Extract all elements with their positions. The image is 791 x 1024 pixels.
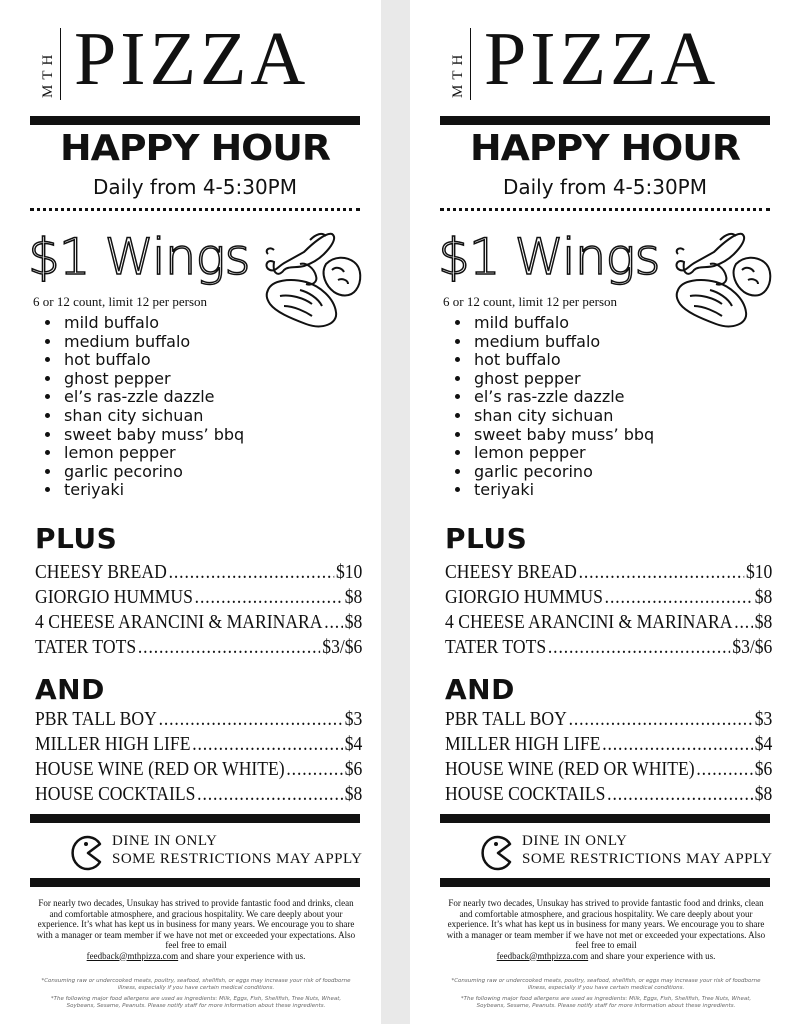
divider-bar: [440, 814, 770, 823]
list-item: • hot buffalo: [62, 351, 244, 370]
item-price: $8: [344, 611, 363, 633]
dine-in-notice: [480, 832, 780, 878]
list-item: • garlic pecorino: [472, 463, 654, 482]
menu-row: [35, 757, 362, 782]
logo-wordmark: PIZZA: [484, 17, 720, 101]
item-name: TATER TOTS: [445, 636, 547, 658]
menu-row: [445, 707, 772, 732]
chicken-wings-icon: [670, 224, 774, 336]
dotted-divider: [440, 208, 770, 211]
menu-row: [445, 560, 772, 585]
list-item: • mild buffalo: [472, 314, 654, 333]
item-name: GIORGIO HUMMUS: [445, 586, 603, 608]
page-title: HAPPY HOUR: [470, 128, 740, 169]
list-item: • ghost pepper: [62, 370, 244, 389]
item-name: HOUSE COCKTAILS: [35, 783, 196, 805]
allergen-notice: *The following major food allergens are used as ingredients: Milk, Eggs, Fish, Shellfish, Tree Nuts, Wheat, Soybeans, Sesame, Peanuts. Please notify staff for more information about these ingredients.: [50, 996, 342, 1009]
wings-count-note: 6 or 12 count, limit 12 per person: [443, 294, 618, 309]
dine-in-notice: [70, 832, 370, 878]
list-item: • teriyaki: [472, 481, 654, 500]
and-menu: [35, 707, 362, 807]
item-price: $3/$6: [732, 636, 773, 658]
menu-row: [35, 732, 362, 757]
about-text: For nearly two decades, Unsukay has strived to provide fantastic food and drinks, clean and comfortable atmosphere, and gracious hospitality. We care deeply about your experience. It’s what has kept us in business for many years. We encourage you to share with a manager or team member if we have not met or exceeded your expectations. Also feel free to email feedback@mthpizza.com and share your experience with us.: [446, 898, 766, 961]
item-price: $10: [745, 561, 773, 583]
and-menu: [445, 707, 772, 807]
item-price: $3: [344, 708, 363, 730]
list-item: • el’s ras-zzle dazzle: [62, 388, 244, 407]
wings-title: $1 Wings: [438, 228, 660, 286]
hours-subtitle: Daily from 4-5:30PM: [92, 175, 298, 199]
item-name: HOUSE WINE (RED OR WHITE): [35, 758, 285, 780]
consumption-warning: *Consuming raw or undercooked meats, poultry, seafood, shellfish, or eggs may increase your risk of foodborne illness, especially if you have certain medical conditions.: [41, 978, 351, 991]
flavor-list: [454, 314, 654, 500]
item-price: $4: [754, 733, 773, 755]
menu-row: [445, 782, 772, 807]
item-price: $8: [754, 586, 773, 608]
item-price: $6: [754, 758, 773, 780]
logo-divider: [60, 28, 61, 100]
list-item: • shan city sichuan: [62, 407, 244, 426]
item-price: $8: [754, 611, 773, 633]
flavor-list: [44, 314, 244, 500]
item-price: $8: [344, 783, 363, 805]
pacman-icon: [480, 834, 516, 872]
item-price: $8: [754, 783, 773, 805]
and-heading: AND: [445, 673, 515, 706]
list-item: • mild buffalo: [62, 314, 244, 333]
list-item: • shan city sichuan: [472, 407, 654, 426]
list-item: • sweet baby muss’ bbq: [472, 426, 654, 445]
and-heading: AND: [35, 673, 105, 706]
feedback-email-link[interactable]: feedback@mthpizza.com: [86, 950, 179, 961]
item-name: HOUSE WINE (RED OR WHITE): [445, 758, 695, 780]
menu-row: [35, 782, 362, 807]
item-price: $8: [344, 586, 363, 608]
item-name: TATER TOTS: [35, 636, 137, 658]
item-price: $6: [344, 758, 363, 780]
menu-row: [445, 610, 772, 635]
list-item: • teriyaki: [62, 481, 244, 500]
item-price: $3/$6: [322, 636, 363, 658]
logo: [450, 17, 770, 101]
logo-divider: [470, 28, 471, 100]
list-item: • medium buffalo: [472, 333, 654, 352]
menu-row: [445, 585, 772, 610]
logo-mth: MTH: [40, 49, 56, 98]
item-name: PBR TALL BOY: [445, 708, 567, 730]
wings-count-note: 6 or 12 count, limit 12 per person: [33, 294, 208, 309]
wings-title: $1 Wings: [28, 228, 250, 286]
about-text: For nearly two decades, Unsukay has strived to provide fantastic food and drinks, clean and comfortable atmosphere, and gracious hospitality. We care deeply about your experience. It’s what has kept us in business for many years. We encourage you to share with a manager or team member if we have not met or exceeded your expectations. Also feel free to email feedback@mthpizza.com and share your experience with us.: [36, 898, 356, 961]
menu-page-right: [410, 0, 791, 1024]
plus-menu: [445, 560, 772, 660]
divider-bar: [440, 878, 770, 887]
menu-row: [35, 560, 362, 585]
list-item: • medium buffalo: [62, 333, 244, 352]
menu-row: [35, 610, 362, 635]
item-name: MILLER HIGH LIFE: [35, 733, 191, 755]
top-divider-bar: [30, 116, 360, 125]
list-item: • lemon pepper: [62, 444, 244, 463]
list-item: • el’s ras-zzle dazzle: [472, 388, 654, 407]
notice-line-1: DINE IN ONLY: [112, 833, 218, 849]
logo-mth: MTH: [450, 49, 466, 98]
item-name: PBR TALL BOY: [35, 708, 157, 730]
menu-page-left: [0, 0, 381, 1024]
list-item: • garlic pecorino: [62, 463, 244, 482]
pacman-icon: [70, 834, 106, 872]
item-price: $4: [344, 733, 363, 755]
page-title: HAPPY HOUR: [60, 128, 330, 169]
notice-line-2: SOME RESTRICTIONS MAY APPLY: [522, 851, 773, 867]
item-name: CHEESY BREAD: [35, 561, 167, 583]
item-name: 4 CHEESE ARANCINI & MARINARA: [445, 611, 733, 633]
dotted-divider: [30, 208, 360, 211]
menu-row: [35, 707, 362, 732]
menu-row: [445, 757, 772, 782]
item-name: CHEESY BREAD: [445, 561, 577, 583]
plus-heading: PLUS: [35, 522, 118, 555]
logo-wordmark: PIZZA: [74, 17, 310, 101]
menu-row: [35, 585, 362, 610]
menu-row: [35, 635, 362, 660]
chicken-wings-icon: [260, 224, 364, 336]
divider-bar: [30, 814, 360, 823]
item-name: HOUSE COCKTAILS: [445, 783, 606, 805]
list-item: • ghost pepper: [472, 370, 654, 389]
item-name: GIORGIO HUMMUS: [35, 586, 193, 608]
item-name: MILLER HIGH LIFE: [445, 733, 601, 755]
allergen-notice: *The following major food allergens are used as ingredients: Milk, Eggs, Fish, Shellfish, Tree Nuts, Wheat, Soybeans, Sesame, Peanuts. Please notify staff for more information about these ingredients.: [460, 996, 752, 1009]
list-item: • hot buffalo: [472, 351, 654, 370]
hours-subtitle: Daily from 4-5:30PM: [502, 175, 708, 199]
notice-line-1: DINE IN ONLY: [522, 833, 628, 849]
consumption-warning: *Consuming raw or undercooked meats, poultry, seafood, shellfish, or eggs may increase your risk of foodborne illness, especially if you have certain medical conditions.: [451, 978, 761, 991]
plus-menu: [35, 560, 362, 660]
plus-heading: PLUS: [445, 522, 528, 555]
notice-line-2: SOME RESTRICTIONS MAY APPLY: [112, 851, 363, 867]
menu-row: [445, 732, 772, 757]
divider-bar: [30, 878, 360, 887]
list-item: • lemon pepper: [472, 444, 654, 463]
item-price: $3: [754, 708, 773, 730]
menu-row: [445, 635, 772, 660]
list-item: • sweet baby muss’ bbq: [62, 426, 244, 445]
item-name: 4 CHEESE ARANCINI & MARINARA: [35, 611, 323, 633]
top-divider-bar: [440, 116, 770, 125]
feedback-email-link[interactable]: feedback@mthpizza.com: [496, 950, 589, 961]
item-price: $10: [335, 561, 363, 583]
logo: [40, 17, 360, 101]
